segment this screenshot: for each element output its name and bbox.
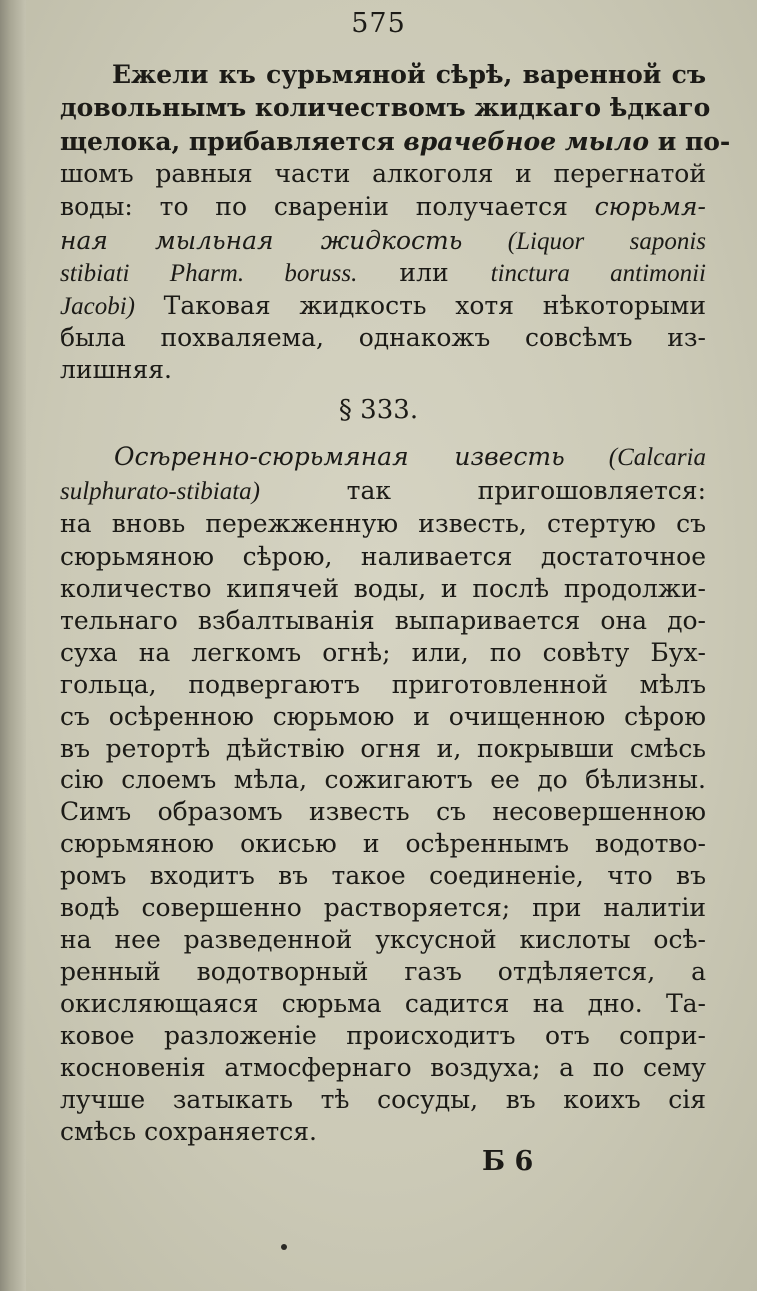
text-line: окисляющаяся сюрьма садится на дно. Та- bbox=[60, 989, 706, 1018]
text-line: съ осѣренною сюрьмою и очищенною сѣрою bbox=[60, 702, 706, 731]
text-line: сюрьмяною окисью и осѣреннымъ водотво- bbox=[60, 829, 706, 858]
latin-term: (Calcaria bbox=[564, 444, 706, 471]
text-line: сію слоемъ мѣла, сожигаютъ ее до бѣлизны. bbox=[60, 765, 706, 794]
text-line: довольнымъ количествомъ жидкаго ѣдкаго bbox=[60, 93, 711, 122]
text-line: воды: то по свареніи получается сюрьмя- bbox=[60, 192, 706, 221]
text-line bbox=[60, 224, 706, 258]
latin-term: (Liquor saponis bbox=[462, 228, 706, 255]
text-line: ромъ входитъ въ такое соединеніе, что въ bbox=[60, 861, 706, 890]
text-line: Ежели къ сурьмяной сѣрѣ, варенной съ bbox=[112, 60, 706, 89]
text-line: на нее разведенной уксусной кислоты осѣ- bbox=[60, 925, 706, 954]
text-line: лишняя. bbox=[60, 355, 172, 384]
text-line: на вновь пережженную известь, стертую съ bbox=[60, 509, 706, 538]
page-number: 575 bbox=[351, 8, 406, 39]
text-line: гольца, подвергаютъ приготовленной мѣлъ bbox=[60, 670, 706, 699]
text-line: водѣ совершенно растворяется; при налитіи bbox=[60, 893, 706, 922]
text-line: смѣсь сохраняется. bbox=[60, 1117, 317, 1146]
text-line: косновенія атмосфернаго воздуха; а по сему bbox=[60, 1053, 706, 1082]
text-line: въ ретортѣ дѣйствію огня и, покрывши смѣсь bbox=[60, 734, 706, 763]
signature-mark: Б 6 bbox=[482, 1146, 534, 1177]
latin-term: stibiati Pharm. boruss. bbox=[60, 260, 358, 287]
page-gutter bbox=[0, 0, 26, 1291]
italic-term: Осѣренно-сюрьмяная известь bbox=[114, 442, 565, 471]
latin-term: tinctura antimonii bbox=[490, 260, 706, 287]
italic-term: врачебное мыло bbox=[403, 127, 649, 156]
text-line: сюрьмяною сѣрою, наливается достаточное bbox=[60, 542, 706, 571]
ink-speck bbox=[281, 1244, 287, 1250]
text-line: ковое разложеніе происходитъ отъ сопри- bbox=[60, 1021, 706, 1050]
text-line: sulphurato-stibiata) так пригошовляется: bbox=[60, 476, 706, 505]
text-line: щелока, прибавляется врачебное мыло и по- bbox=[60, 127, 731, 156]
text-line: Jacobi) Таковая жидкость хотя нѣкоторыми bbox=[60, 291, 706, 320]
section-heading: § 333. bbox=[338, 395, 419, 425]
text-line: Симъ образомъ известь съ несовершенною bbox=[60, 797, 706, 826]
text-line: тельнаго взбалтыванія выпаривается она до- bbox=[60, 606, 706, 635]
italic-term: сюрьмя- bbox=[594, 192, 706, 221]
text-line bbox=[60, 440, 706, 474]
text-line: была похваляема, однакожъ совсѣмъ из- bbox=[60, 323, 706, 352]
latin-term: sulphurato-stibiata) bbox=[60, 478, 261, 505]
text-line: ренный водотворный газъ отдѣляется, а bbox=[60, 957, 706, 986]
text-line: суха на легкомъ огнѣ; или, по совѣту Бух- bbox=[60, 638, 706, 667]
text-line: количество кипячей воды, и послѣ продолжи- bbox=[60, 574, 706, 603]
italic-term: ная мыльная жидкость bbox=[60, 226, 463, 255]
text-line: шомъ равныя части алкоголя и перегнатой bbox=[60, 159, 706, 188]
latin-term: Jacobi) bbox=[60, 293, 135, 320]
text-line: лучше затыкать тѣ сосуды, въ коихъ сія bbox=[60, 1085, 706, 1114]
text-line: stibiati Pharm. boruss. или tinctura antimonii bbox=[60, 258, 706, 287]
